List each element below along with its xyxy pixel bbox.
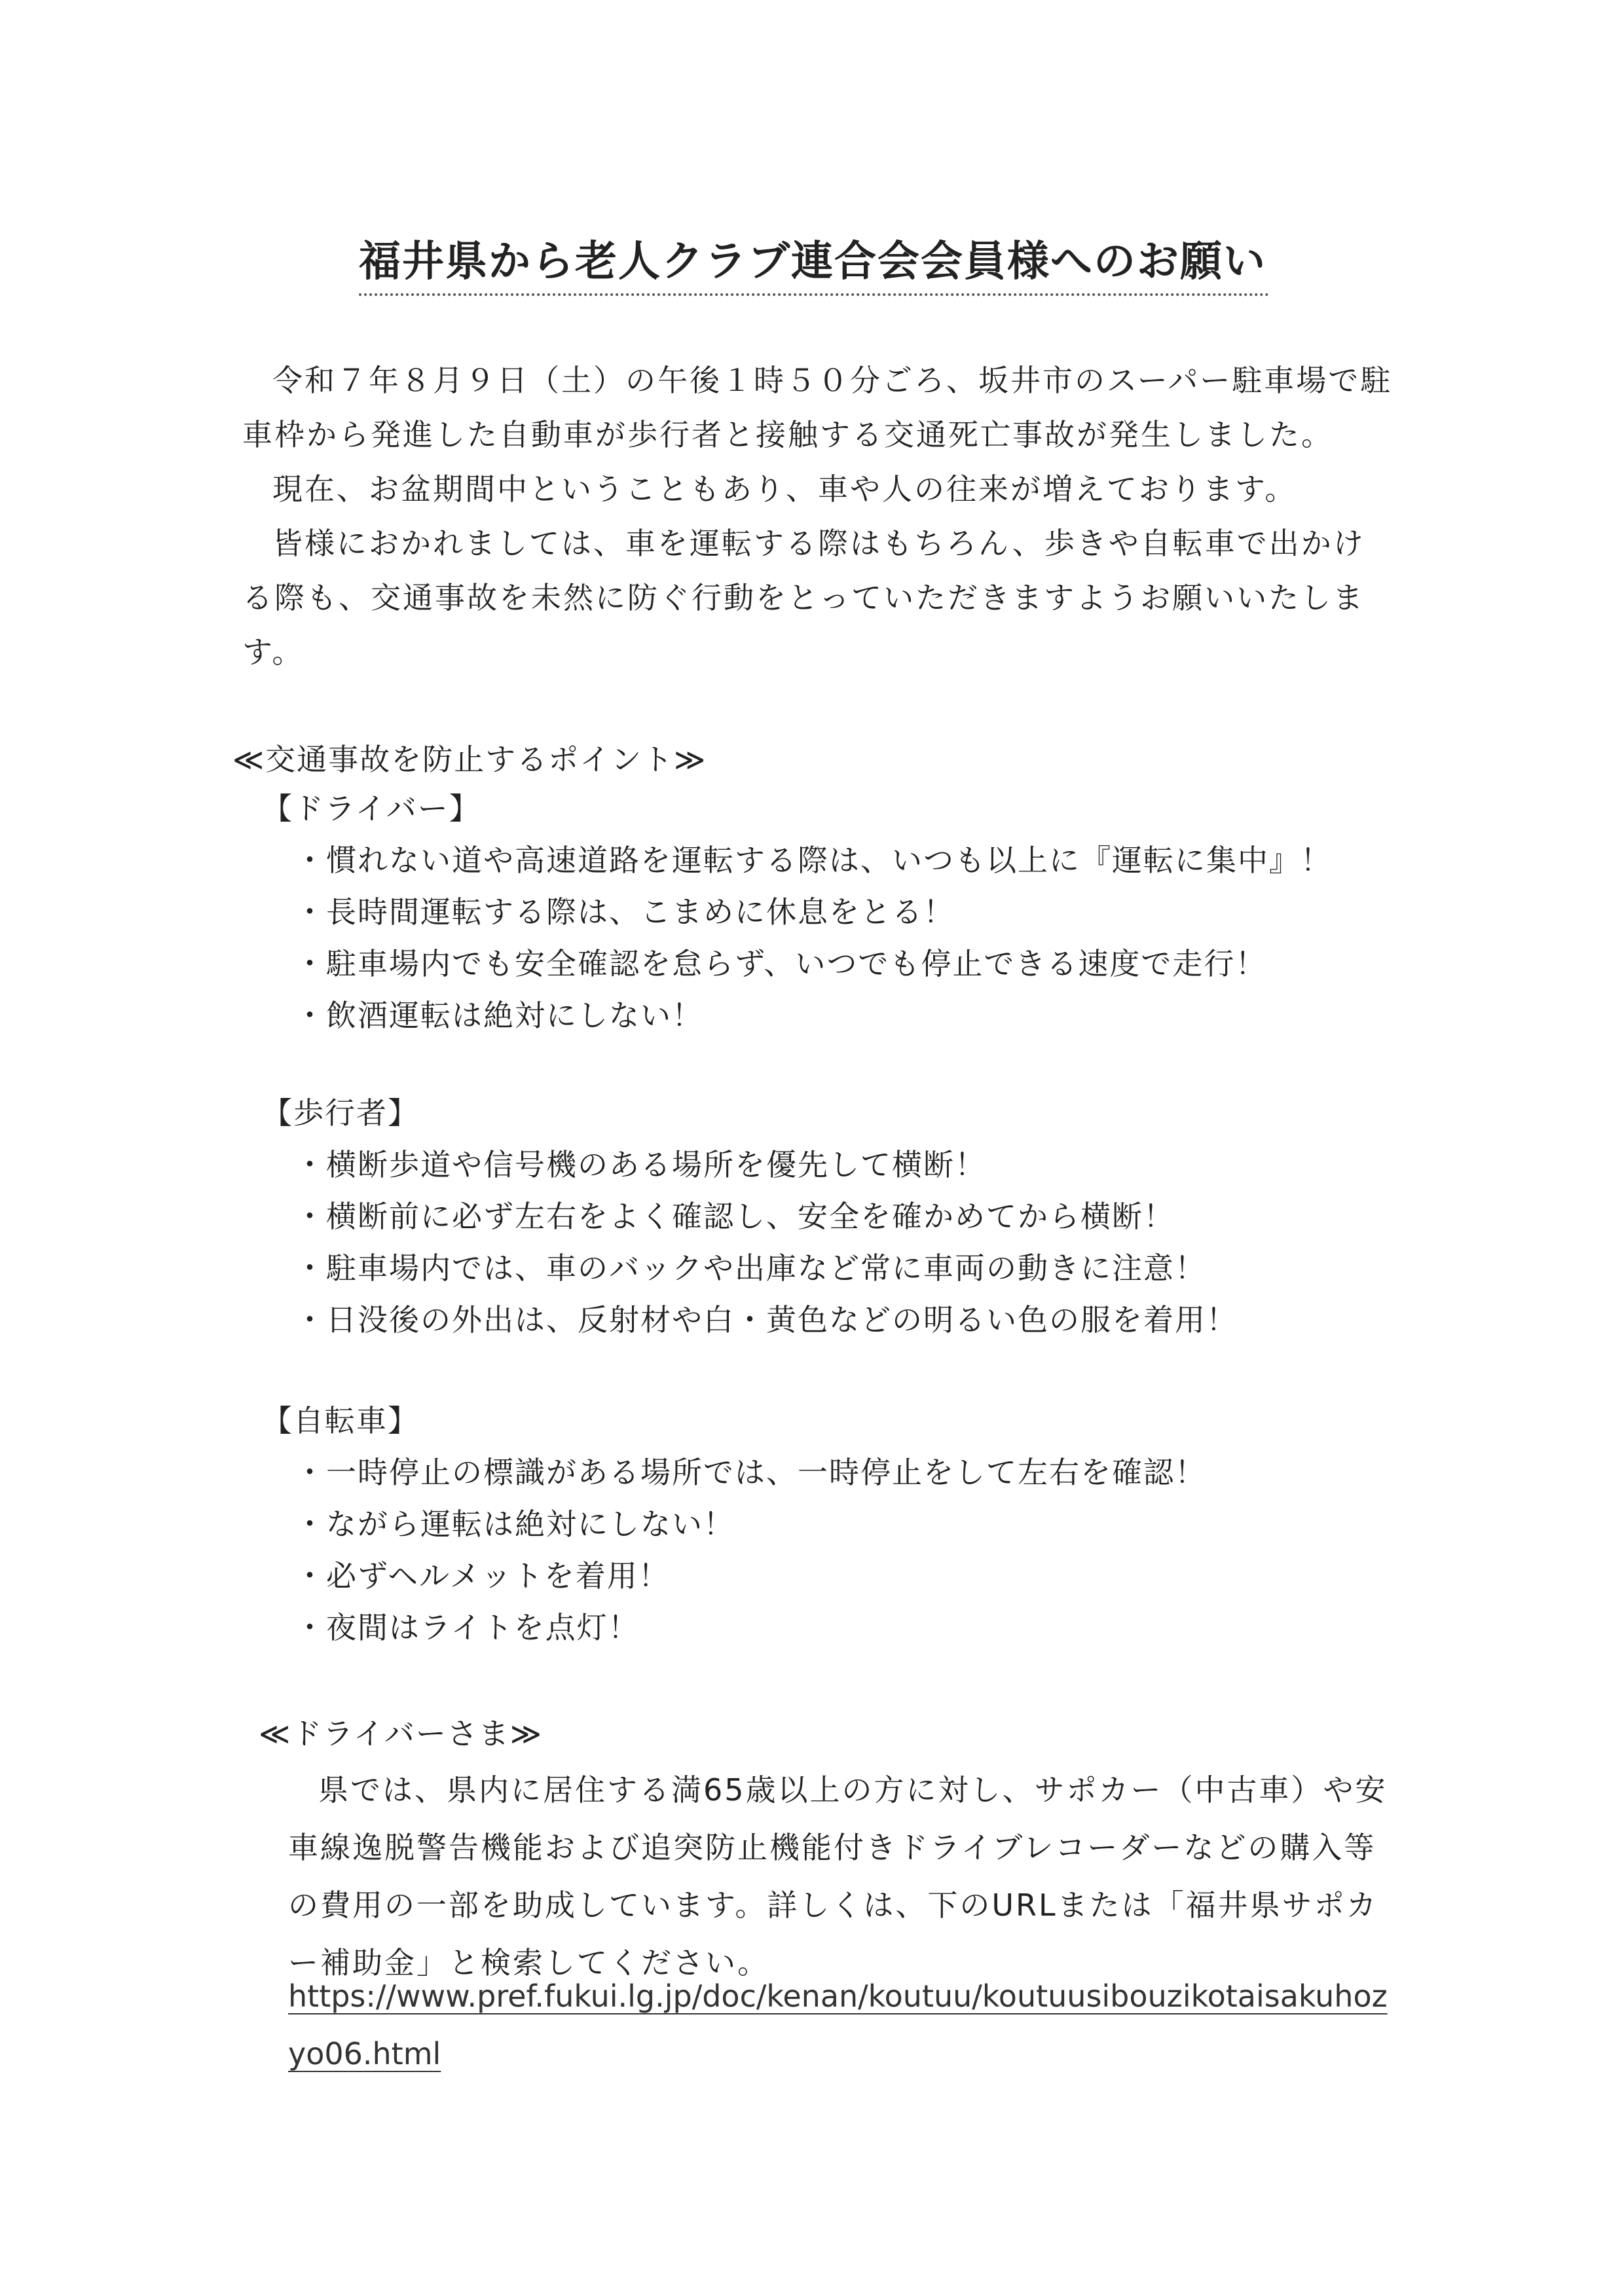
- intro-paragraph: 皆様におかれましては、車を運転する際はもちろん、歩きや自転車で出かける際も、交通事故を未然に防ぐ行動をとっていただきますようお願いいたします。: [242, 526, 1365, 670]
- pedestrian-item: ・日没後の外出は、反射材や白・黄色などの明るい色の服を着用！: [295, 1302, 1238, 1338]
- driver-item: ・駐車場内でも安全確認を怠らず、いつでも停止できる速度で走行！: [295, 946, 1267, 981]
- intro-section: [242, 354, 1395, 680]
- bicycle-section: [262, 1394, 1375, 1654]
- page-title: 福井県から老人クラブ連合会会員様へのお願い: [359, 236, 1269, 296]
- driver-item: ・慣れない道や高速道路を運転する際は、いつも以上に『運転に集中』！: [295, 843, 1332, 878]
- intro-paragraph: 令和７年８月９日（土）の午後１時５０分ごろ、坂井市のスーパー駐車場で駐車枠から発進した自動車が歩行者と接触する交通死亡事故が発生しました。: [242, 363, 1393, 452]
- subsidy-url-link[interactable]: https://www.pref.fukui.lg.jp/doc/kenan/koutuu/koutuusibouzikotaisakuhozyo06.html: [288, 1978, 1388, 2071]
- points-heading: ≪交通事故を防止するポイント≫: [232, 742, 707, 777]
- driver-item: ・飲酒運転は絶対にしない！: [295, 998, 703, 1033]
- bicycle-item: ・一時停止の標識がある場所では、一時停止をして左右を確認！: [295, 1455, 1206, 1490]
- driver-section: [262, 782, 1375, 1042]
- pedestrian-item: ・横断歩道や信号機のある場所を優先して横断！: [295, 1147, 986, 1182]
- driver-sama-heading: ≪ドライバーさま≫: [259, 1716, 544, 1751]
- driver-heading: 【ドライバー】: [262, 791, 481, 826]
- driver-sama-body: 県では、県内に居住する満65歳以上の方に対し、サポカー（中古車）や安車線逸脱警告機能および追突防止機能付きドライブレコーダーなどの購入等の費用の一部を助成しています。詳しくは、下のURLまたは「福井県サポカー補助金」と検索してください。: [288, 1772, 1388, 1980]
- pedestrian-item: ・駐車場内では、車のバックや出庫など常に車両の動きに注意！: [295, 1250, 1206, 1286]
- bicycle-item: ・夜間はライトを点灯！: [295, 1610, 640, 1645]
- driver-item: ・長時間運転する際は、こまめに休息をとる！: [295, 894, 955, 930]
- bicycle-item: ・必ずヘルメットを着用！: [295, 1558, 670, 1594]
- pedestrian-item: ・横断前に必ず左右をよく確認し、安全を確かめてから横断！: [295, 1199, 1175, 1234]
- pedestrian-heading: 【歩行者】: [262, 1095, 419, 1131]
- bicycle-item: ・ながら運転は絶対にしない！: [295, 1506, 735, 1542]
- pedestrian-section: [262, 1087, 1375, 1346]
- bicycle-heading: 【自転車】: [262, 1403, 419, 1438]
- intro-paragraph: 現在、お盆期間中ということもあり、車や人の往来が増えております。: [272, 471, 1297, 507]
